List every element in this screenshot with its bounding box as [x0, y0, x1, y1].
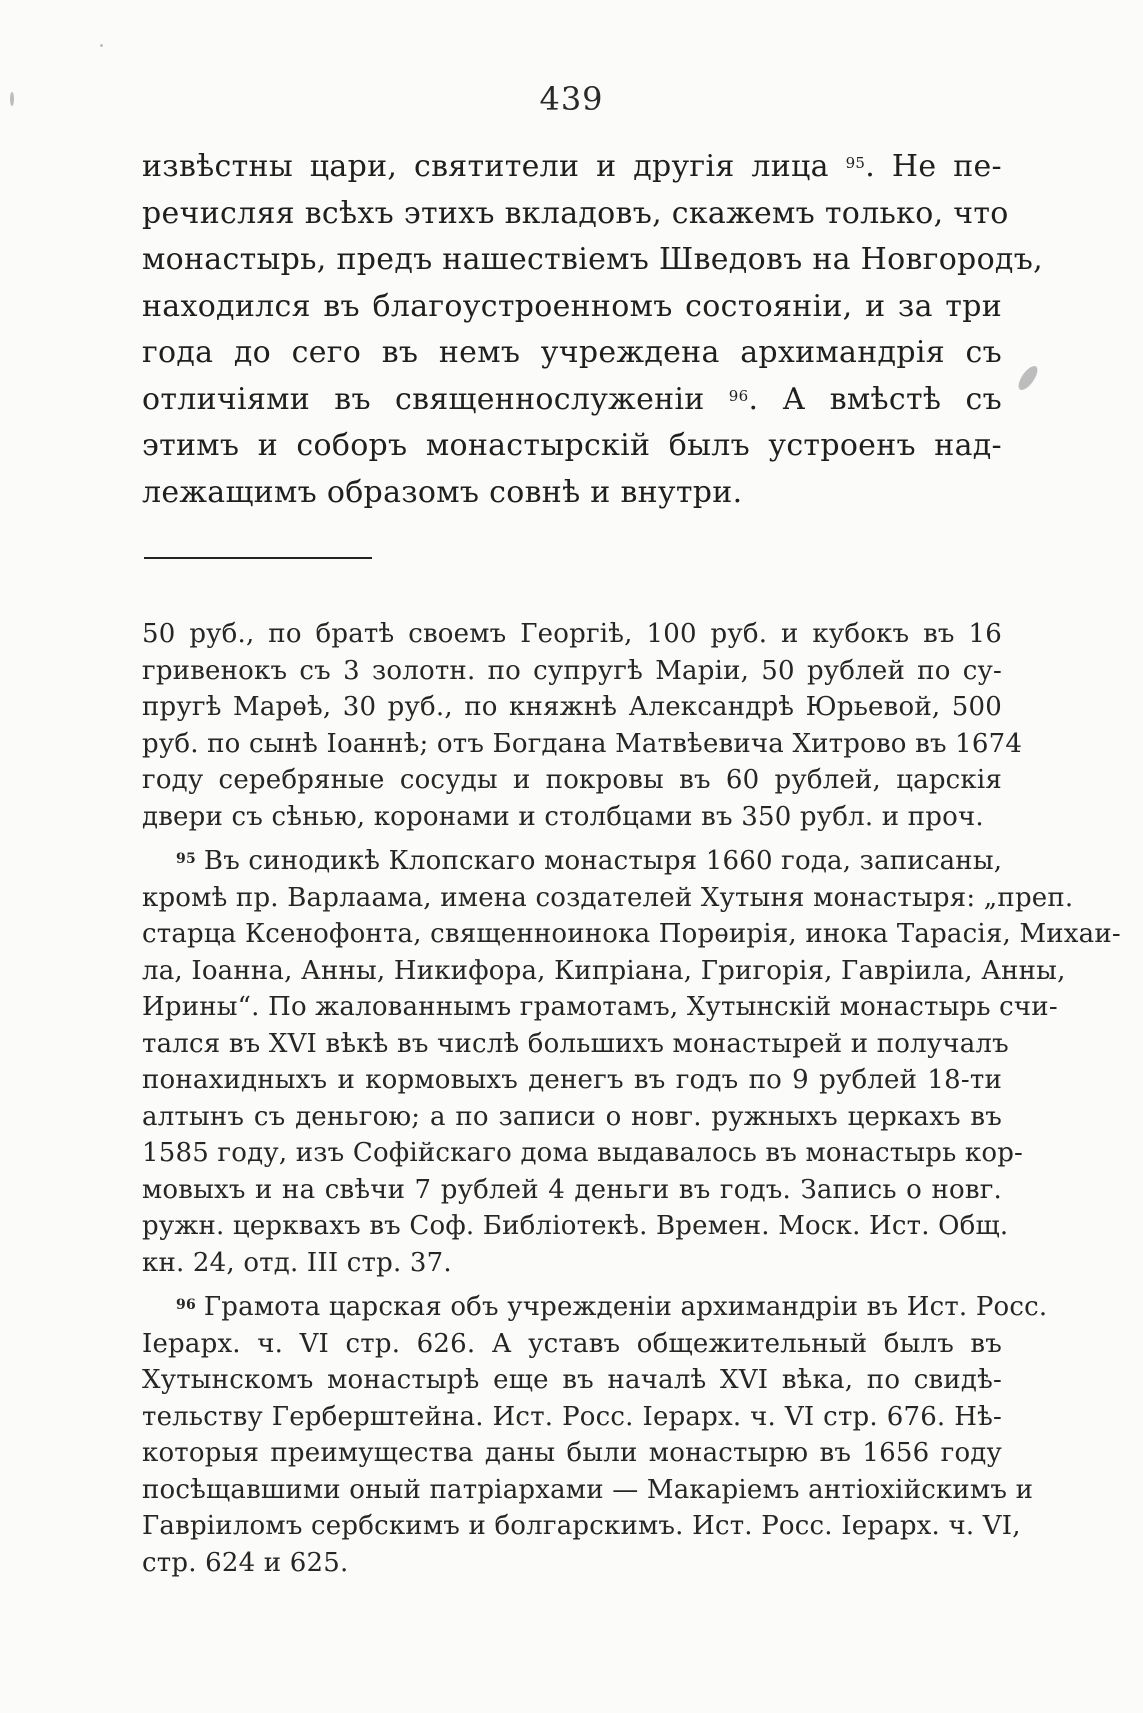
footnote-line: гривенокъ съ 3 золотн. по супругѣ Маріи, 50 рублей по су-	[142, 655, 1002, 686]
page-number: 439	[539, 80, 604, 118]
body-line: речисляя всѣхъ этихъ вкладовъ, скажемъ только, что	[142, 195, 1009, 231]
footnote-line: Іерарх. ч. VI стр. 626. А уставъ общежительный былъ въ	[142, 1328, 1002, 1359]
footnote-line: руб. по сынѣ Іоаннѣ; отъ Богдана Матвѣевича Хитрово въ 1674	[142, 728, 1023, 759]
footnote-ref-95: 95	[845, 154, 866, 172]
footnote-line: кромѣ пр. Варлаама, имена создателей Хутыня монастыря: „преп.	[142, 882, 1074, 913]
page-speck	[1015, 363, 1041, 393]
footnote-line: которыя преимущества даны были монастырю въ 1656 году	[142, 1438, 1002, 1468]
footnote-line: старца Ксенофонта, священноинока Порѳирія, инока Тарасія, Михаи-	[142, 919, 1121, 949]
footnote-continuation	[142, 616, 1023, 835]
footnote-line: тельству Герберштейна. Ист. Росс. Іерарх. ч. VI стр. 676. Нѣ-	[142, 1401, 1002, 1432]
page-speck	[100, 44, 103, 47]
footnotes	[142, 616, 1121, 1589]
footnote-line: $^{96}$ Грамота царская объ учрежденіи архимандріи въ Ист. Росс.	[176, 1292, 1048, 1322]
footnote-line: пругѣ Марѳѣ, 30 руб., по княжнѣ Александрѣ Юрьевой, 500	[142, 692, 1002, 722]
footnote-line: стр. 624 и 625.	[142, 1547, 349, 1578]
footnote-line: алтынъ съ деньгою; а по записи о новг. ружныхъ церкахъ въ	[142, 1101, 1002, 1132]
body-line: года до сего въ немъ учреждена архимандрія съ	[142, 335, 1002, 370]
body-line: лежащимъ образомъ совнѣ и внутри.	[142, 474, 743, 510]
footnote-line: 1585 году, изъ Софійскаго дома выдавалось въ монастырь кор-	[142, 1138, 1024, 1168]
footnote-line: 50 руб., по братѣ своемъ Георгіѣ, 100 руб. и кубокъ въ 16	[142, 619, 1002, 649]
footnote-line: Ирины“. По жалованнымъ грамотамъ, Хутынскій монастырь счи-	[142, 992, 1058, 1022]
body-line: монастырь, предъ нашествіемъ Шведовъ на Новгородъ,	[142, 242, 1043, 277]
footnote-line: понахидныхъ и кормовыхъ денегъ въ годъ по 9 рублей 18-ти	[142, 1065, 1002, 1095]
body-line: этимъ и соборъ монастырскій былъ устроенъ над-	[142, 428, 1002, 463]
body-line: находился въ благоустроенномъ состояніи, и за три	[142, 288, 1002, 324]
footnote-line: тался въ XVI вѣкѣ въ числѣ большихъ монастырей и получалъ	[142, 1028, 1009, 1059]
body-line: отличіями въ священнослуженіи $^{96}$. А вмѣстѣ съ	[142, 381, 1002, 417]
footnote-line: году серебряные сосуды и покровы въ 60 рублей, царскія	[142, 765, 1002, 795]
footnote-line: двери съ сѣнью, коронами и столбцами въ 350 рубл. и проч.	[142, 801, 984, 832]
footnote-ref-96: 96	[728, 386, 749, 405]
footnote-separator	[144, 557, 372, 559]
footnote-line: мовыхъ и на свѣчи 7 рублей 4 деньги въ годъ. Запись о новг.	[142, 1174, 1002, 1205]
footnote-line: ружн. церквахъ въ Соф. Библіотекѣ. Времен. Моск. Ист. Общ.	[142, 1211, 1009, 1241]
footnote-96	[142, 1289, 1048, 1581]
main-paragraph	[142, 144, 1043, 516]
footnote-number: 96	[176, 1297, 196, 1313]
footnote-line: Хутынскомъ монастырѣ еще въ началѣ XVI вѣка, по свидѣ-	[142, 1365, 1002, 1395]
footnote-line: посѣщавшими оный патріархами — Макаріемъ антіохійскимъ и	[142, 1474, 1034, 1505]
footnote-line: $^{95}$ Въ синодикѣ Клопскаго монастыря 1660 года, записаны,	[176, 846, 1003, 876]
footnote-line: Гавріиломъ сербскимъ и болгарскимъ. Ист. Росс. Іерарх. ч. VI,	[142, 1511, 1021, 1541]
footnote-95	[142, 843, 1121, 1281]
footnote-line: ла, Іоанна, Анны, Никифора, Кипріана, Григорія, Гавріила, Анны,	[142, 955, 1066, 986]
body-line: извѣстны цари, святители и другія лица $^{95}$. Не пе-	[142, 149, 1002, 184]
footnote-number: 95	[176, 851, 196, 867]
footnote-line: кн. 24, отд. III стр. 37.	[142, 1247, 452, 1278]
